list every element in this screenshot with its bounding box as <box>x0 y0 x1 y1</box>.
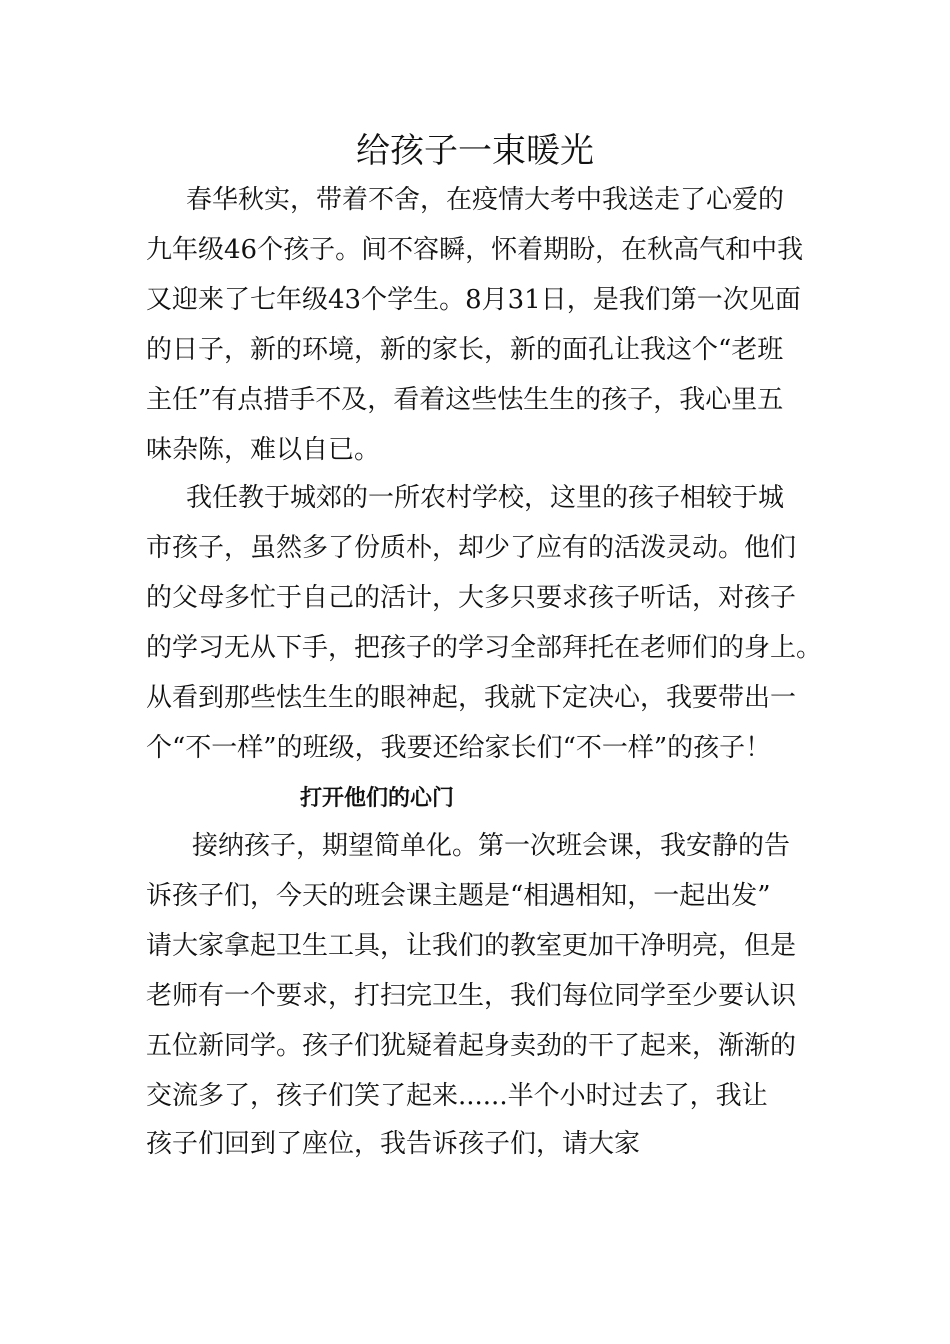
text-line: 个“不一样”的班级，我要还给家长们“不一样”的孩子！ <box>146 733 772 763</box>
text-line: 味杂陈，难以自已。 <box>146 435 381 465</box>
text-line: 交流多了，孩子们笑了起来......半个小时过去了，我让 <box>146 1081 768 1111</box>
text-line: 的父母多忙于自己的活计，大多只要求孩子听话，对孩子 <box>146 583 797 613</box>
text-line: 的日子，新的环境，新的家长，新的面孔让我这个“老班 <box>146 335 784 365</box>
text-line: 五位新同学。孩子们犹疑着起身卖劲的干了起来，渐渐的 <box>146 1031 797 1061</box>
text-line: 市孩子，虽然多了份质朴，却少了应有的活泼灵动。他们 <box>146 533 797 563</box>
text-line: 春华秋实，带着不舍，在疫情大考中我送走了心爱的 <box>160 185 785 215</box>
text-line: 老师有一个要求，打扫完卫生，我们每位同学至少要认识 <box>146 981 797 1011</box>
text-line: 又迎来了七年级43个学生。8月31日，是我们第一次见面 <box>146 285 801 315</box>
text-line: 九年级46个孩子。间不容瞬，怀着期盼，在秋高气和中我 <box>146 235 804 265</box>
text-line: 主任”有点措手不及，看着这些怯生生的孩子，我心里五 <box>146 385 784 415</box>
text-line: 我任教于城郊的一所农村学校，这里的孩子相较于城 <box>160 483 785 513</box>
section-heading: 打开他们的心门 <box>300 785 455 811</box>
text-line: 孩子们回到了座位，我告诉孩子们，请大家 <box>146 1129 641 1159</box>
document-title: 给孩子一束暖光 <box>356 131 594 171</box>
text-line: 请大家拿起卫生工具，让我们的教室更加干净明亮，但是 <box>146 931 797 961</box>
text-line: 从看到那些怯生生的眼神起，我就下定决心，我要带出一 <box>146 683 797 713</box>
text-line: 诉孩子们，今天的班会课主题是“相遇相知，一起出发” <box>146 881 771 911</box>
text-line: 的学习无从下手，把孩子的学习全部拜托在老师们的身上。 <box>146 633 823 663</box>
text-line: 接纳孩子，期望简单化。第一次班会课，我安静的告 <box>166 831 791 861</box>
